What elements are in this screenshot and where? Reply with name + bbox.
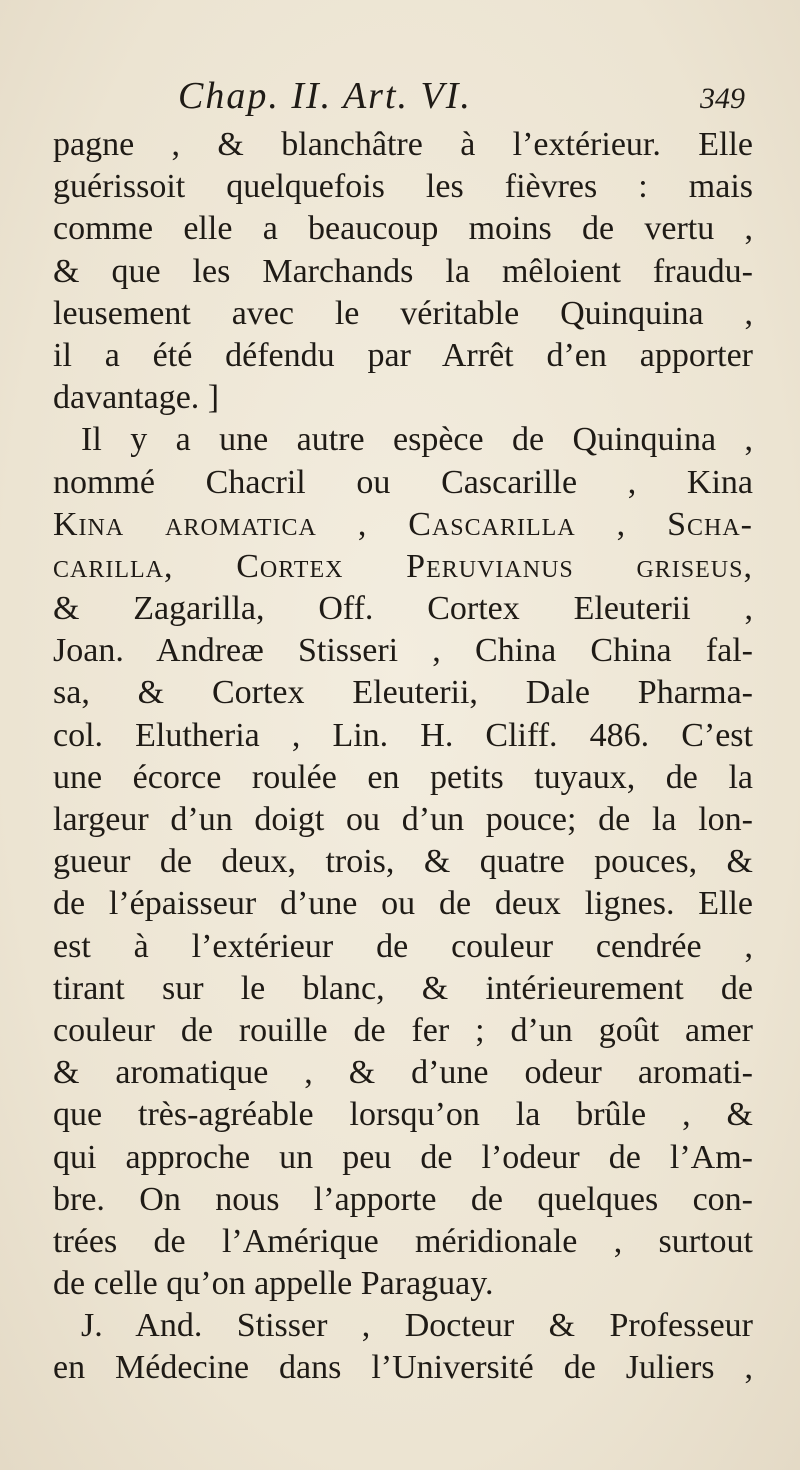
text-line: J. And. Stisser , Docteur & Professeur (81, 1307, 753, 1345)
text-line: tirant sur le blanc, & intérieurement de (53, 969, 753, 1007)
text-line: bre. On nous l’apporte de quelques con- (53, 1180, 753, 1218)
text-line: & que les Marchands la mêloient fraudu- (53, 252, 753, 290)
text-line: en Médecine dans l’Université de Juliers , (53, 1349, 753, 1387)
text-line: comme elle a beaucoup moins de vertu , (53, 210, 753, 248)
text-line: il a été défendu par Arrêt d’en apporter (53, 336, 753, 374)
text-line: guérissoit quelquefois les fièvres : mais (53, 168, 753, 206)
text-line: une écorce roulée en petits tuyaux, de la (53, 758, 753, 796)
text-line: sa, & Cortex Eleuterii, Dale Pharma- (53, 674, 753, 712)
text-line: de celle qu’on appelle Paraguay. (53, 1265, 494, 1303)
body-text (53, 124, 753, 1390)
text-line: davantage. ] (53, 379, 220, 417)
text-line: pagne , & blanchâtre à l’extérieur. Elle (53, 126, 753, 163)
text-line: & aromatique , & d’une odeur aromati- (53, 1054, 753, 1092)
text-line: nommé Chacril ou Cascarille , Kina (53, 463, 753, 501)
text-line: est à l’extérieur de couleur cendrée , (53, 927, 753, 965)
text-line: qui approche un peu de l’odeur de l’Am- (53, 1138, 753, 1176)
text-line: Joan. Andreæ Stisseri , China China fal- (53, 632, 753, 670)
text-line: couleur de rouille de fer ; d’un goût amer (53, 1011, 753, 1049)
page-number: 349 (700, 82, 745, 115)
text-line: col. Elutheria , Lin. H. Cliff. 486. C’est (53, 716, 753, 754)
text-line: de l’épaisseur d’une ou de deux lignes. Elle (53, 885, 753, 923)
page-header (0, 70, 800, 120)
text-line: carilla, Cortex Peruvianus griseus, (53, 547, 753, 585)
text-line: leusement avec le véritable Quinquina , (53, 294, 753, 332)
text-line: & Zagarilla, Off. Cortex Eleuterii , (53, 590, 753, 628)
running-head: Chap. II. Art. VI. (178, 75, 472, 117)
text-line: largeur d’un doigt ou d’un pouce; de la lon- (53, 801, 753, 838)
text-line: Kina aromatica , Cascarilla , Scha- (53, 505, 753, 543)
text-line: trées de l’Amérique méridionale , surtout (53, 1222, 753, 1260)
text-line: gueur de deux, trois, & quatre pouces, & (53, 843, 753, 881)
text-line: que très-agréable lorsqu’on la brûle , & (53, 1096, 753, 1134)
text-line: Il y a une autre espèce de Quinquina , (81, 421, 753, 459)
